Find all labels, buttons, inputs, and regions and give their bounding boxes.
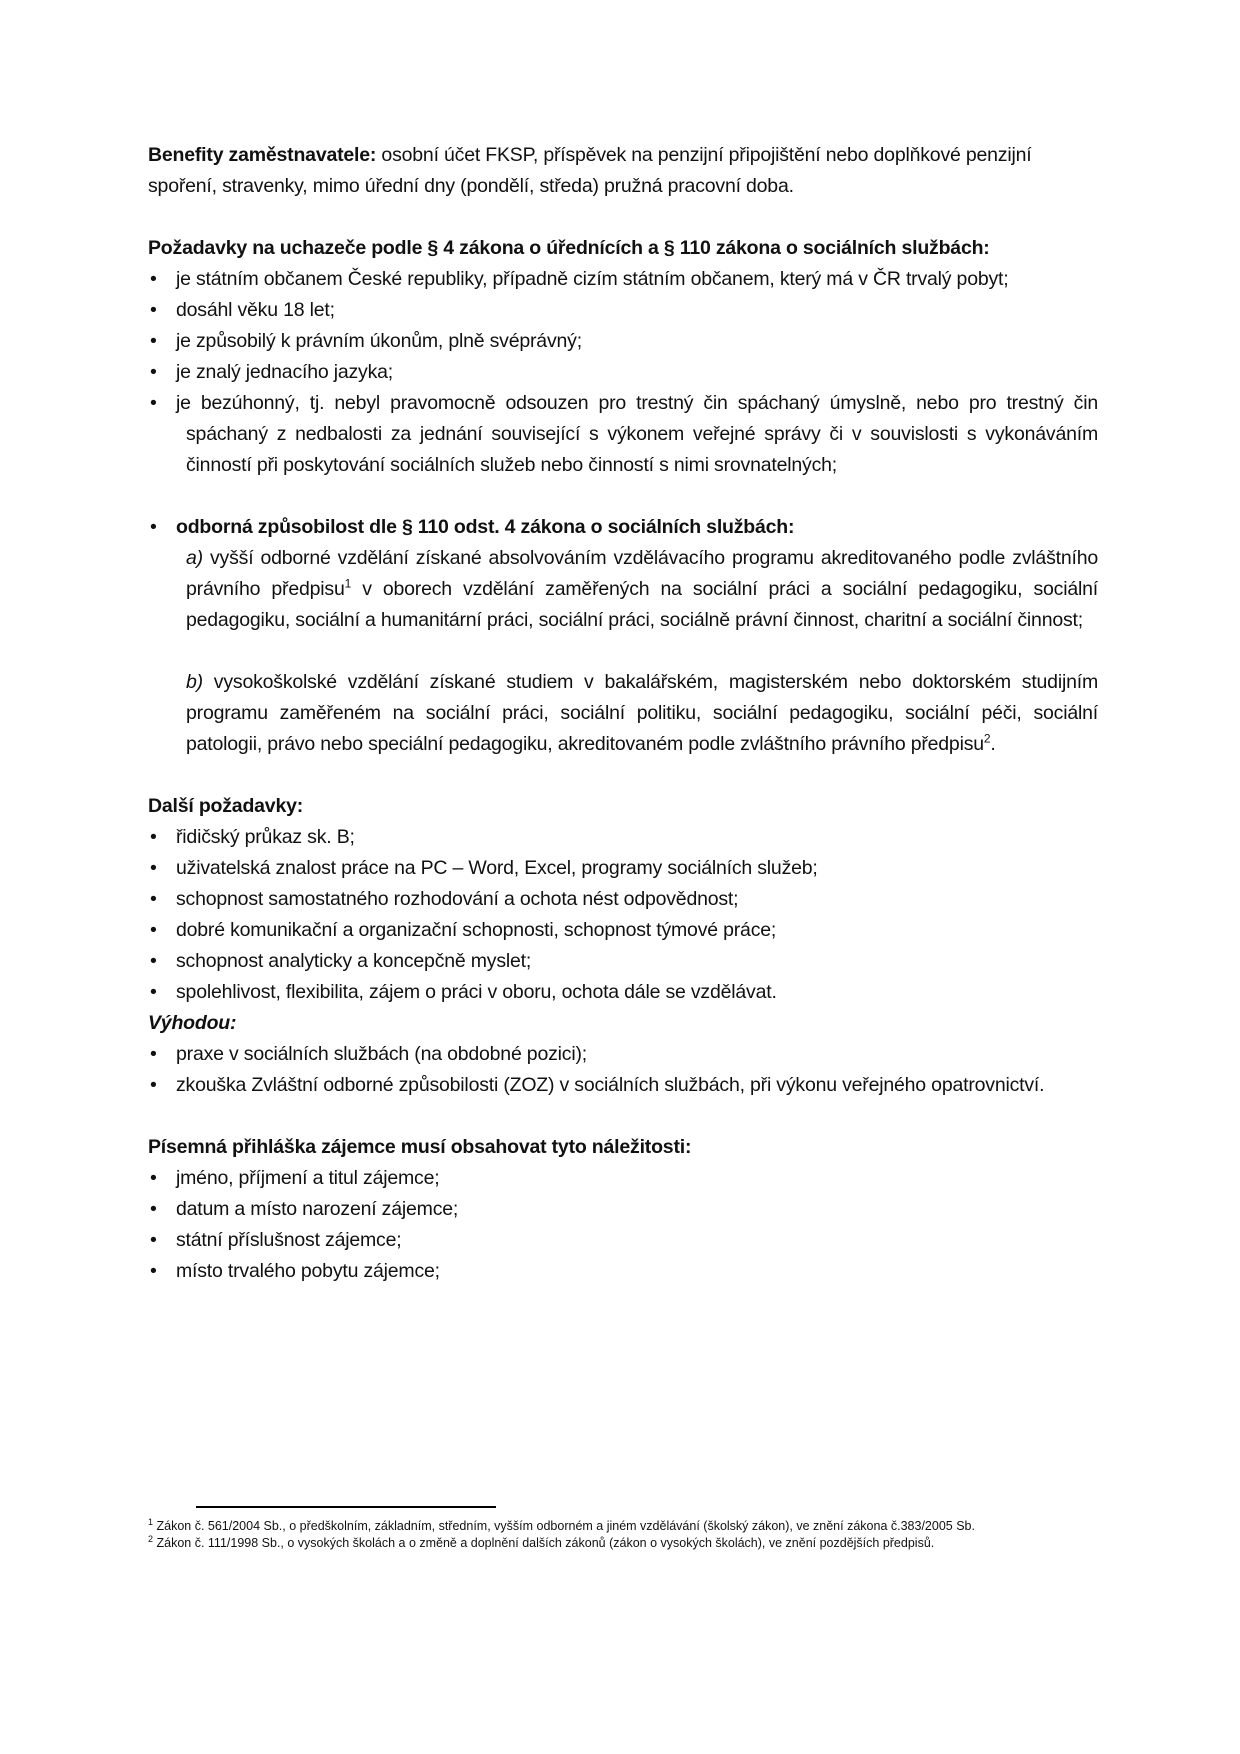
list-item: • je způsobilý k právním úkonům, plně svéprávný; — [148, 326, 1098, 357]
bullet-icon: • — [150, 857, 157, 879]
bullet-icon: • — [150, 981, 157, 1003]
requirements-list — [148, 264, 1098, 481]
bullet-icon: • — [150, 1043, 157, 1065]
footnotes — [148, 1518, 1098, 1552]
benefits-text: osobní účet FKSP, příspěvek na penzijní připojištění nebo doplňkové penzijní spoření, stravenky, mimo úřední dny (pondělí, středa) pružná pracovní doba. — [148, 144, 1032, 197]
requirements-heading: Požadavky na uchazeče podle § 4 zákona o úřednících a § 110 zákona o sociálních službách: — [148, 237, 990, 259]
list-item: • schopnost samostatného rozhodování a ochota nést odpovědnost; — [148, 884, 1098, 915]
footnote-ref-2[interactable]: 2 — [983, 731, 991, 746]
bullet-icon: • — [150, 950, 157, 972]
bullet-icon: • — [150, 392, 157, 414]
bullet-icon: • — [150, 268, 157, 290]
list-item: • dobré komunikační a organizační schopnosti, schopnost týmové práce; — [148, 915, 1098, 946]
list-item: • uživatelská znalost práce na PC – Word, Excel, programy sociálních služeb; — [148, 853, 1098, 884]
bullet-icon: • — [150, 1074, 157, 1096]
list-item: • praxe v sociálních službách (na obdobné pozici); — [148, 1039, 1098, 1070]
bullet-icon: • — [150, 1198, 157, 1220]
application-heading: Písemná přihláška zájemce musí obsahovat tyto náležitosti: — [148, 1136, 692, 1158]
bullet-icon: • — [150, 299, 157, 321]
list-item: • místo trvalého pobytu zájemce; — [148, 1256, 1098, 1287]
list-item: • spolehlivost, flexibilita, zájem o práci v oboru, ochota dále se vzdělávat. — [148, 977, 1098, 1008]
document-page — [148, 140, 1098, 1287]
benefits-paragraph — [148, 140, 1098, 202]
benefits-label: Benefity zaměstnavatele: — [148, 144, 377, 166]
qualification-option-a: a) vyšší odborné vzdělání získané absolvováním vzdělávacího programu akreditovaného podle zvláštního právního předpisu$^1$ v oborech vzdělání zaměřených na sociální práci a sociální pedagogiku, sociální pedagogiku, sociální a humanitární práci, sociální práci, sociálně právní činnost, charitní a sociální činnost; — [186, 547, 1098, 631]
bullet-icon: • — [150, 516, 157, 538]
list-item: • státní příslušnost zájemce; — [148, 1225, 1098, 1256]
list-item: • jméno, příjmení a titul zájemce; — [148, 1163, 1098, 1194]
advantage-heading: Výhodou: — [148, 1012, 237, 1034]
application-list — [148, 1163, 1098, 1287]
bullet-icon: • — [150, 330, 157, 352]
list-item: • schopnost analyticky a koncepčně myslet; — [148, 946, 1098, 977]
footnote-1: $^1$ Zákon č. 561/2004 Sb., o předškolním, základním, středním, vyšším odborném a jiném vzdělávání (školský zákon), ve znění zákona č.383/2005 Sb. — [148, 1516, 975, 1533]
footnote-2: $^2$ Zákon č. 111/1998 Sb., o vysokých školách a o změně a doplnění dalších zákonů (zákon o vysokých školách), ve znění pozdějších předpisů. — [148, 1533, 935, 1550]
footnote-ref-1[interactable]: 1 — [344, 576, 352, 591]
bullet-icon: • — [150, 361, 157, 383]
qualification-label: odborná způsobilost dle § 110 odst. 4 zákona o sociálních službách: — [176, 516, 795, 538]
qualification-list — [148, 512, 1098, 543]
list-item: • je znalý jednacího jazyka; — [148, 357, 1098, 388]
qualification-option-b: b) vysokoškolské vzdělání získané studiem v bakalářském, magisterském nebo doktorském studijním programu zaměřeném na sociální práci, sociální politiku, sociální pedagogiku, sociální péči, sociální patologii, právo nebo speciální pedagogiku, akreditovaném podle zvláštního právního předpisu$^2$. — [186, 671, 1098, 755]
list-item: • je bezúhonný, tj. nebyl pravomocně odsouzen pro trestný čin spáchaný úmyslně, nebo pro trestný čin spáchaný z nedbalosti za jednání související s výkonem veřejné správy či v souvislosti s vykonáváním činností při poskytování sociálních služeb nebo činností s nimi srovnatelných; — [148, 388, 1098, 481]
advantage-list — [148, 1039, 1098, 1101]
other-requirements-heading: Další požadavky: — [148, 795, 304, 817]
list-item: • je státním občanem České republiky, případně cizím státním občanem, který má v ČR trvalý pobyt; — [148, 264, 1098, 295]
list-item: • řidičský průkaz sk. B; — [148, 822, 1098, 853]
bullet-icon: • — [150, 1260, 157, 1282]
list-item: • datum a místo narození zájemce; — [148, 1194, 1098, 1225]
other-requirements-list — [148, 822, 1098, 1008]
bullet-icon: • — [150, 1167, 157, 1189]
bullet-icon: • — [150, 888, 157, 910]
list-item: • dosáhl věku 18 let; — [148, 295, 1098, 326]
list-item: • zkouška Zvláštní odborné způsobilosti (ZOZ) v sociálních službách, při výkonu veřejného opatrovnictví. — [148, 1070, 1098, 1101]
bullet-icon: • — [150, 919, 157, 941]
qualification-item — [148, 512, 1098, 543]
footnote-separator — [196, 1506, 496, 1508]
bullet-icon: • — [150, 1229, 157, 1251]
bullet-icon: • — [150, 826, 157, 848]
